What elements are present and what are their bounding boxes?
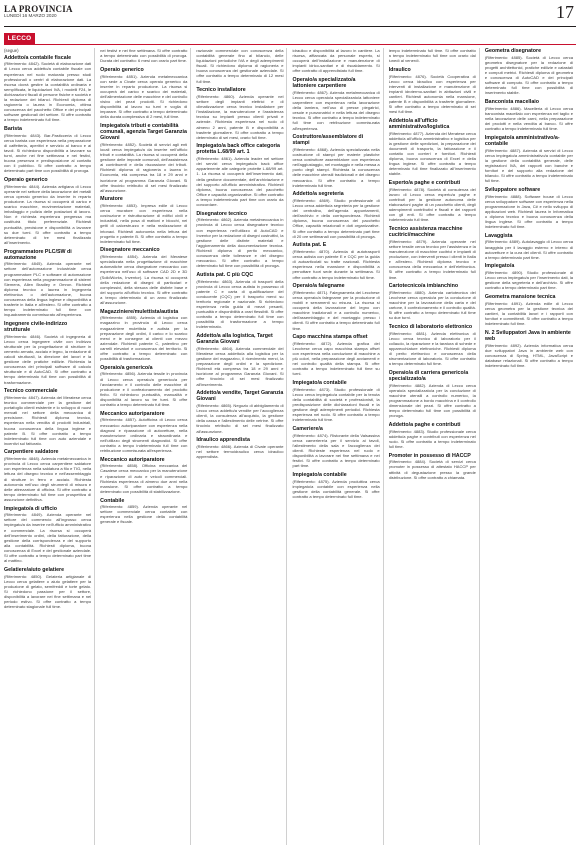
job-listing [292,283,379,330]
job-title: Promoter in possesso di HACCP [388,452,471,459]
job-description: nei festivi e nei fine settimana. Si offre contratto a tempo determinato con possibilità di proroga. Durata del contratto: 6 mesi con orario part time. [100,48,188,64]
job-title: Tecnico installatore [196,87,246,94]
job-description: (Riferimento: 4865). Negozio di abbigliamento di Lecco cerca addetto/a vendite per l'accoglienza clienti, la consulenza all'acquisto, la gestione della cassa e l'allestimento delle vetrine. Si offre tirocinio retribuito di sei mesi finalizzato all'assunzione. [196,403,284,434]
job-title: Lavaggista [484,232,513,239]
job-title: Contabile [100,497,125,504]
job-description: (Riferimento: 4867). Azienda metalmeccanica di Lecco cerca operaio/a specializzato/a lattoniere carpentiere con esperienza nella lavorazione della lamiera, nell'uso di presse piegatrici, cesoie e punzonatrici e nella lettura del disegno tecnico. Si offre contratto a tempo indeterminato full time con retribuzione commisurata all'esperienza. [292,89,380,131]
job-description: (Riferimento: 4862). Azienda metalmeccanica in provincia di Lecco cerca disegnatore tecnico con esperienza nell'utilizzo di AutoCAD e Inventor per la redazione di disegni costruttivi, la gestione delle distinte materiali e l'aggiornamento della documentazione tecnica. Richiesti diploma di perito meccanico, conoscenza delle tolleranze e del disegno meccanico. Si offre contratto a tempo determinato full time con possibilità di proroga. [196,217,284,269]
job-listing [100,411,187,453]
job-listing [389,118,476,177]
listing-column-4 [292,48,383,845]
job-title: Sviluppatore software [484,186,541,193]
job-description: (Riferimento: 4843). Bar-Pasticceria di Lecco cerca barista con esperienza nella preparazione di caffetteria, aperitivi e servizio al banco e ai tavoli. Si richiedono disponibilità a lavorare su turni, anche nei fine settimana e nei festivi, buona presenza e predisposizione al contatto con il pubblico. Si offre contratto a tempo determinato part time con possibilità di proroga. [4,132,92,174]
job-title: Meccanico autoriparatore [100,410,165,417]
job-title: Programmatore PLC/SW di automazione [4,248,72,261]
job-title: Autista pat. C più CQC [196,271,254,278]
job-title: Tecnico assistenza macchine cucitrici/macchine [388,226,463,239]
job-listing [100,498,187,525]
job-description: (Riferimento: 4847). Azienda del Meratese cerca tecnico commerciale per la gestione del portafoglio clienti esistente e lo sviluppo di nuovi mercati nel settore della meccanica di precisione. Richiesti diploma tecnico, esperienza nella vendita di prodotti industriali, buona conoscenza della lingua inglese e patente B. Si offre contratto a tempo indeterminato full time con auto aziendale e incentivi sul fatturato. [4,394,92,446]
job-title: Disegnatore tecnico [196,210,247,217]
page-number: 17 [556,2,574,22]
job-listing [4,249,91,318]
job-listing [389,370,476,418]
job-listing [389,48,476,63]
job-title: Barista [4,126,22,133]
job-description: (Riferimento: 4853). Impresa edile di Lecco cerca muratore con esperienza nella costruzione e ristrutturazione di edifici civili e industriali, nella posa di mattoni e blocchi, nei getti di calcestruzzo e nella realizzazione di intonaci. Richiesti autonomia nella lettura del progetto e patente B. Si offre contratto a tempo indeterminato full time. [100,203,188,244]
job-listing [485,135,573,183]
job-listing [485,330,573,368]
job-description: (Riferimento: 4891). Azienda edile di Lecco cerca geometra per la gestione tecnica dei cantieri, la contabilità lavori e i rapporti con fornitori e committenti. Si offre contratto a tempo indeterminato full time. [484,300,573,327]
section-label-lecco: LECCO [4,33,35,45]
job-description: (Riferimento: 4872). Azienda grafica del Lecchese cerca capo macchina stampa offset con esperienza nella conduzione di macchine a più colori, nella preparazione degli avviamenti e nel controllo qualità della stampa. Si offre contratto a tempo indeterminato full time su turni. [292,340,380,377]
job-description: tempo indeterminato full time. Si offre contratto a tempo indeterminato full time con orario dal lunedì al venerdì. [388,48,476,64]
section-rule [4,44,576,45]
job-title: Idraulico apprendista [196,437,250,444]
job-title: Operaio/a di carriera generico/a specializzato/a [388,369,469,383]
job-title: N. 2 Sviluppatori Java in ambiente web [484,329,571,342]
page-header [0,0,580,28]
job-title: Impiegato/a di ufficio [4,505,57,512]
job-title: Autista pat. E [292,242,327,249]
job-listing [100,247,187,305]
job-description: (Riferimento: 4892). Azienda informatica cerca due sviluppatori Java in ambiente web con conoscenza di Spring, HTML, JavaScript e database relazionali. Si offre contratto a tempo indeterminato full time. [484,342,573,368]
job-title: Costruttore/assemblatore di stampi [292,134,364,147]
job-description: (Riferimento: 4869). Studio professionale di Lecco cerca addetto/a segreteria per la gestione del centralino, dell'agenda appuntamenti, dell'archivio e della corrispondenza. Richiesti diploma, buona conoscenza del pacchetto Office, capacità relazionali e doti organizzative. Si offre contratto a tempo determinato part time di 20 ore settimanali con possibilità di proroga. [292,198,380,239]
job-title: Impiegato/a tributi e contabilità comunali, agenzia Target Garanzia Giovani [100,123,187,142]
job-listing [292,334,379,376]
job-listing [389,226,476,280]
job-title: Capo macchina stampa offset [292,334,368,341]
listing-column-2 [100,48,191,845]
job-title: Magazziniere/mulettista/autista [100,308,179,315]
job-listing [485,294,573,326]
job-title: Addetto/a vendite, Target Garanzia Giovani [196,390,284,403]
job-description: (Riferimento: 4885). Società di Lecco cerca geometra disegnatore per la redazione di progetti architettonici, pratiche edilizie e catastali e computi metrici. Richiesti diploma di geometra e conoscenza di AutoCAD e dei principali software di computo. Si offre contratto a tempo determinato full time con possibilità di inserimento stabile. [484,54,573,96]
job-description: (Riferimento: 4845). Azienda operante nel settore dell'automazione industriale cerca programmatore PLC e software di automazione con esperienza nella programmazione di sistemi Siemens, Allen Bradley e Omron. Richiesti diploma tecnico o laurea in Ingegneria elettronica o dell'automazione, buona conoscenza della lingua inglese e disponibilità a trasferte in Italia e all'estero. Si offre contratto a tempo indeterminato full time con inquadramento commisurato all'esperienza. [4,261,92,318]
job-title: Impiegato/a amministrativo/a-contabile [484,134,560,147]
job-listing [196,333,283,387]
job-description: (Riferimento: 4858). Officina meccanica del Casatese cerca meccanico per la manutenzione e riparazione di auto e veicoli commerciali. Richiesta esperienza di almeno due anni nella mansione. Si offre contratto a tempo determinato con possibilità di stabilizzazione. [100,463,188,494]
job-listing [292,426,379,468]
job-listing [4,567,91,609]
job-description: (Riferimento: 4844). Azienda artigiana di Lecco operante nel settore della lavorazione dei metalli cerca operaio generico da inserire in reparto produzione. La risorsa si occuperà di carico e scarico macchine, movimentazione materiali, imballaggio e pulizia delle postazioni di lavoro. Non è richiesta esperienza pregressa ma costituirà titolo preferenziale. Richiesti puntualità, precisione e disponibilità a lavorare su due turni. Si offre contratto a tempo determinato di tre mesi finalizzato all'inserimento. [4,183,92,245]
listing-column-5 [389,48,480,845]
job-description: (Riferimento: 4887). Azienda di servizi di Lecco cerca impiegato/a amministrativo/a contabile per la gestione della contabilità generale, delle registrazioni IVA, dei rapporti con banche e fornitori e del supporto alla redazione del bilancio. Si offre contratto a tempo indeterminato full time. [484,147,573,184]
job-description: (Riferimento: 4878). Società di consulenza del lavoro di Lecco cerca esperto/a paghe e contributi per la gestione autonoma delle elaborazioni paghe di un pacchetto clienti, degli adempimenti contributivi e fiscali e dei rapporti con gli enti. Si offre contratto a tempo indeterminato full time. [388,186,476,223]
job-title: Addetto/a contabile fiscale [4,54,72,61]
job-description: (Riferimento: 4881). Azienda elettronica di Lecco cerca tecnico di laboratorio per il collaudo, la riparazione e la taratura di schede e apparecchiature elettroniche. Richiesti diploma di perito elettronico e conoscenza della strumentazione di laboratorio. Si offre contratto a tempo determinato full time. [388,330,476,367]
listing-column-6 [485,48,576,845]
job-description: (Riferimento: 4861). Azienda leader nel settore dei servizi cerca impiegato/a back office appartenente alle categorie protette L.68/99 art. 1. La risorsa si occuperà dell'inserimento dati, della gestione documentale, dell'archiviazione e del supporto all'ufficio amministrativo. Richiesti diploma, buona conoscenza del pacchetto Office e capacità organizzative. Si offre contratto a tempo indeterminato part time con orario da concordare. [196,156,284,207]
job-title: Impiegato/a [484,263,515,270]
job-description: (Riferimento: 4888). Software house di Lecco cerca sviluppatore software con esperienza nella programmazione in Java, C# e nello sviluppo di applicazioni web. Richiesti laurea in Informatica o diploma tecnico e buona conoscenza della lingua inglese. Si offre contratto a tempo indeterminato full time. [484,193,573,230]
job-listing [485,263,573,290]
job-listing [4,126,91,173]
job-description: (Riferimento: 4875). Azienda produttiva cerca impiegato/a contabile con esperienza nella gestione della contabilità generale. Si offre contratto a tempo determinato full time. [292,478,380,499]
job-listing [196,48,283,84]
job-description: (Riferimento: 4868). Azienda specializzata nella costruzione di stampi per materie plastiche cerca costruttore assemblatore con esperienza nell'aggiustaggio, nel montaggio e nella messa a punto degli stampi. Richiesta la conoscenza delle macchine utensili tradizionali e del disegno meccanico. Si offre contratto a tempo indeterminato full time. [292,146,380,188]
job-title: Tecnico di laboratorio elettronico [388,324,473,331]
job-title: Addetto/a paghe e contributi [388,422,461,428]
job-description: (Riferimento: 4846). Società di ingegneria di Lecco cerca ingegnere civile con indirizzo strutturale per la progettazione di strutture in cemento armato, acciaio e legno, la redazione di calcoli strutturali, la direzione dei lavori e la gestione delle pratiche edilizie. Richiesta la conoscenza dei principali software di calcolo strutturale e di AutoCAD. Si offre contratto a tempo determinato full time con possibilità di trasformazione. [4,333,92,385]
job-title: Esperto/a paghe e contributi [388,180,461,187]
job-listing [292,48,379,73]
job-title: Operaio/a falegname [292,283,345,290]
job-listing [100,123,187,193]
job-title: Carpentiere saldatore [4,449,59,456]
job-title: Tecnico commerciale [4,388,58,395]
job-listing [196,437,283,459]
job-listing [100,67,187,120]
job-listing [196,87,283,140]
job-description: (Riferimento: 4855). Azienda di logistica con magazzino in provincia di Lecco cerca magazziniere mulettista e autista per la preparazione degli ordini, il carico e lo scarico merci e le consegne ai clienti con mezzo aziendale. Richiesti patente C, patentino per carrelli elevatori e conoscenza del territorio. Si offre contratto a tempo determinato con possibilità di trasformazione. [100,315,188,362]
job-listing [100,457,187,494]
job-listing [196,211,283,269]
job-description: (Riferimento: 4883). Studio professionale cerca addetto/a paghe e contributi con esperienza nel ruolo. Si offre contratto a tempo indeterminato full time. [388,428,476,449]
job-title: Cameriere/a [292,426,323,433]
job-title: Meccanico autoriparatore [100,456,165,463]
job-listing [292,134,379,188]
job-listing [292,191,379,238]
job-description: (Riferimento: 4850). Gelateria artigianale di Lecco cerca gelatiere o aiuto gelatiere per la produzione di gelato, semifreddi e torte gelato. Si richiedono passione per il settore, disponibilità a lavorare nei fine settimana e nel periodo estivo. Si offre contratto a tempo determinato stagionale full time. [4,573,92,610]
job-title: Impiegato/a contabile [292,472,347,479]
job-description: razionale commerciale con conoscenza della contabilità generale fino al bilancio, delle liquidazioni periodiche IVA e degli adempimenti fiscali. Si richiedono diploma di ragioneria e buona conoscenza del gestionale aziendale. Si offre contratto a tempo determinato di 12 mesi full time. [196,48,284,84]
job-listings-columns [4,48,576,845]
job-listing [389,422,476,449]
job-description: (Riferimento: 4863). Azienda di trasporti della provincia di Lecco cerca autista in possesso di patente C e carta di qualificazione del conducente (CQC) per il trasporto merci su territorio regionale e nazionale. Si richiedono esperienza nella guida di mezzi pesanti, puntualità e disponibilità a orari flessibili. Si offre contratto a tempo determinato full time con possibilità di trasformazione a tempo indeterminato. [196,278,284,330]
job-description: (Riferimento: 4876). Società Cooperativa di Lecco cerca idraulico con esperienza per interventi di installazione e manutenzione di impianti idrotermo-sanitari in abitazioni civili e cantieri. Richiesti autonomia nella mansione, patente B e disponibilità a trasferte giornaliere. Si offre contratto a tempo determinato di sei mesi full time. [388,73,476,115]
job-listing [4,321,91,385]
job-listing [100,309,187,362]
job-description: (Riferimento: 4849). Azienda operante nel settore del commercio all'ingrosso cerca impiegato/a da inserire nell'ufficio amministrativo e commerciale. La risorsa si occuperà dell'inserimento ordini, della fatturazione, della gestione della corrispondenza e del supporto alla contabilità. Richiesti diploma, buona conoscenza di Excel e del gestionale aziendale. Si offre contratto a tempo determinato part time al mattino. [4,512,92,564]
job-description: (Riferimento: 4852). Società di servizi agli enti locali cerca impiegato/a da inserire nell'ufficio tributi e contabilità. La risorsa si occuperà della gestione delle imposte comunali, dell'assistenza ai contribuenti e della riscossione dei tributi. Richiesti diploma di ragioneria o laurea in Economia, età compresa tra 18 e 29 anni e iscrizione al programma Garanzia Giovani. Si offre tirocinio retribuito di sei mesi finalizzato all'assunzione. [100,141,188,193]
job-title: Operaio generico [100,66,144,73]
job-title: Cartotecnico/a imbianchino [388,283,459,290]
job-description: idraulico e disponibilità al lavoro in cantiere. La risorsa, affiancata da personale esperto, si occuperà dell'installazione e manutenzione di impianti idrico-sanitari e di riscaldamento. Si offre contratto di apprendistato full time. [292,48,380,74]
job-description: (Riferimento: 4856). Azienda tessile in provincia di Lecco cerca operaio/a generico/a per l'avviamento e il controllo delle macchine di produzione e il confezionamento del prodotto finito. Si richiedono puntualità, manualità e disponibilità al lavoro su tre turni. Si offre contratto a tempo determinato full time. [100,371,188,408]
job-title: Disegnatore meccanico [100,247,160,254]
job-listing [100,48,187,63]
job-listing [485,187,573,229]
listing-column-3 [196,48,287,845]
job-description: (Riferimento: 4864). Azienda commerciale del Meratese cerca addetto/a alla logistica per la gestione del magazzino, il ricevimento merci, la preparazione degli ordini e la spedizione. Richiesti età compresa tra 18 e 29 anni e iscrizione al programma Garanzia Giovani. Si offre tirocinio di sei mesi finalizzato all'inserimento. [196,345,284,387]
job-listing [485,99,573,131]
job-description: (Riferimento: 4851). Azienda metalmeccanica con sede a Civate cerca operaio generico da inserire in reparto produzione. La risorsa si occuperà del carico e scarico dei materiali, dell'alimentazione delle macchine e del controllo visivo dei pezzi prodotti. Si richiedono disponibilità al lavoro su turni e voglia di imparare. Si offre contratto a tempo determinato della durata complessiva di 2 mesi, full time. [100,73,188,120]
job-listing [292,242,379,279]
job-title: Banconista macellaio [484,99,539,106]
job-listing [4,388,91,446]
job-description: (Riferimento: 4860). Azienda operante nel settore degli impianti elettrici e di climatizzazione cerca tecnico installatore per l'installazione, la manutenzione e l'assistenza tecnica su impianti presso clienti privati e aziende. Richiesta esperienza nel ruolo di almeno 2 anni, patente B e disponibilità a trasferte giornaliere. Si offre contratto a tempo determinato di sei mesi, orario full time. [196,93,284,140]
job-listing [389,67,476,114]
job-description: (Riferimento: 4842). Società di elaborazione dati di Lecco cerca addetto/a contabile fiscale con esperienza nel ruolo maturata presso studi professionali o centri di elaborazione dati. La risorsa dovrà gestire la contabilità ordinaria e semplificata, le liquidazioni IVA, i modelli F24, le dichiarazioni fiscali di persone fisiche e società e la redazione dei bilanci. Richiesti diploma di ragioneria o laurea in Economia, ottima conoscenza del pacchetto Office e dei principali software gestionali del settore. Si offre contratto a tempo indeterminato full time. [4,61,92,123]
job-title: Addetto/a alla logistica, Target Garanzia Giovani [196,333,273,346]
newspaper-masthead: LA PROVINCIA [4,4,73,14]
job-listing [100,196,187,243]
job-description: (Riferimento: 4877). Azienda del Meratese cerca addetto/a all'ufficio amministrativo e logistica per la gestione delle spedizioni, la preparazione dei documenti di trasporto, la fatturazione e il contatto con corrieri e fornitori. Richiesti diploma, buona conoscenza di Excel e della lingua inglese. Si offre contratto a tempo determinato full time finalizzato all'inserimento stabile. [388,130,476,177]
job-listing [292,472,379,499]
job-description: (Riferimento: 4870). Azienda di autotrasporti cerca autista con patente E e CQC per la guida di autoarticolati su tratte nazionali. Richiesta esperienza nella mansione e disponibilità a pernottare fuori sede durante la settimana. Si offre contratto a tempo indeterminato full time. [292,249,380,280]
job-listing [196,390,283,433]
job-listing [196,143,283,207]
job-title: Idraulico [388,66,411,73]
job-listing [485,233,573,260]
job-description: (Riferimento: 4857). Autofficina di Lecco cerca meccanico autoriparatore con esperienza nella diagnosi e riparazione di autovetture, nella manutenzione ordinaria e straordinaria e nell'utilizzo degli strumenti diagnostici. Si offre contratto a tempo indeterminato full time con retribuzione commisurata all'esperienza. [100,417,188,453]
job-description: (Riferimento: 4848). Azienda metalmeccanica in provincia di Lecco cerca carpentiere saldatore con esperienza nella saldatura a filo e TIG, nella lettura del disegno tecnico e nell'assemblaggio di strutture in ferro e acciaio. Richiesta autonomia nell'uso degli strumenti di misura e delle attrezzature di officina. Si offre contratto a tempo determinato full time con prospettiva di assunzione definitiva. [4,456,92,502]
job-title: Addetto/a all'ufficio amministrativo/logistica [388,117,450,130]
job-title: Muratore [100,196,123,203]
job-title: Geometra mansione tecnica [484,294,556,301]
job-description: (Riferimento: 4854). Azienda del Meratese specializzata nella progettazione di macchine automatiche cerca disegnatore meccanico con esperienza nell'uso di software CAD 2D e 3D (SolidWorks, Inventor). La risorsa si occuperà della redazione di disegni di particolari e complessivi, della stesura delle distinte base e del supporto all'ufficio tecnico. Si offre contratto a tempo determinato di un anno finalizzato all'assunzione. [100,254,188,305]
job-description: (Riferimento: 4884). Società di servizi cerca promoter in possesso di attestato HACCP per attività di degustazione presso la grande distribuzione. Si offre contratto a chiamata. [388,459,476,480]
job-title: Operaio/a specializzato/a lattoniere carpentiere [292,77,356,90]
job-listing [100,365,187,407]
job-listing [389,283,476,320]
header-rule [4,26,576,27]
job-title: Gelatiere/aiuto gelatiere [4,566,65,573]
continuation-label: (segue) [4,48,19,53]
job-listing [292,380,379,422]
job-description: (Riferimento: 4882). Azienda di Lecco cerca operaio/a specializzato/a per la conduzione di macchine utensili a controllo numerico, la programmazione a bordo macchina e il controllo dimensionale dei pezzi. Si offre contratto a tempo determinato full time con possibilità di proroga. [388,382,476,419]
job-description: (Riferimento: 4874). Ristorante della Valsassina cerca cameriere/a per il servizio ai tavoli, l'allestimento della sala e l'accoglienza dei clienti. Richieste esperienza nel ruolo e disponibilità a lavorare nei fine settimana e nei festivi. Si offre contratto a tempo determinato part time. [292,432,380,469]
job-listing [485,48,573,95]
job-title: Operaio generico [4,177,48,184]
job-title: Addetto/a segreteria [292,191,344,198]
job-title: Ingegnere civile-indirizzo strutturale [4,320,68,334]
issue-date: LUNEDÌ 16 MARZO 2020 [4,13,57,18]
job-listing [4,506,91,564]
job-description: (Riferimento: 4890). Studio professionale di Lecco cerca impiegato/a per l'inserimento dati, la gestione della segreteria e dell'archivio. Si offre contratto a tempo determinato part time. [484,270,573,291]
job-listing [196,272,283,330]
job-description: (Riferimento: 4873). Studio professionale di Lecco cerca impiegato/a contabile per la tenuta della contabilità di società e professionisti, la predisposizione delle dichiarazioni fiscali e la gestione degli adempimenti periodici. Richiesta esperienza nel ruolo. Si offre contratto a tempo indeterminato full time. [292,386,380,423]
job-listing [292,77,379,131]
job-listing [4,449,91,502]
job-title: Operaio/a generico/a [100,364,153,371]
job-description: (Riferimento: 4871). Falegnameria del Lecchese cerca operaio/a falegname per la produzione di mobili e serramenti su misura. La risorsa si occuperà della lavorazione del legno con macchine tradizionali e a controllo numerico, dell'assemblaggio e del montaggio presso i clienti. Si offre contratto a tempo determinato full time. [292,289,380,331]
job-title: Impiegato/a contabile [292,380,347,387]
listing-column-1 [4,48,95,845]
job-title: Impiegato/a back office categoria protetta L.68/99 art. 1 [196,143,280,156]
job-description: (Riferimento: 4859). Azienda operante nel settore commerciale cerca contabile con esperienza nella gestione della contabilità generale e fiscale. [100,504,188,525]
job-description: (Riferimento: 4886). Macelleria di Lecco cerca banconista macellaio con esperienza nel taglio e nella lavorazione delle carni, nella preparazione dei prodotti e nella vendita al banco. Si offre contratto a tempo indeterminato full time. [484,105,573,132]
job-listing [389,453,476,480]
job-description: (Riferimento: 4889). Autolavaggio di Lecco cerca lavaggista per il lavaggio esterno e interno di autovetture e la cura dei clienti. Si offre contratto a tempo determinato part time. [484,239,573,260]
job-listing [4,55,91,123]
job-description: (Riferimento: 4879). Azienda operante nel settore tessile cerca tecnico per l'assistenza e la manutenzione di macchine cucitrici e impianti di produzione, con interventi presso i clienti in Italia e all'estero. Richiesti diploma tecnico e conoscenza della meccanica e dell'elettronica. Si offre contratto a tempo indeterminato full time. [388,238,476,280]
job-listing [389,324,476,366]
job-title: Geometra disegnatore [484,48,542,54]
job-listing [4,177,91,245]
job-description: (Riferimento: 4866). Azienda di Civate operante nel settore termoidraulico cerca idraulico apprendista. [196,443,284,460]
job-listing [389,180,476,222]
job-description: (Riferimento: 4880). Azienda cartotecnica del Lecchese cerca operaio/a per la conduzione di macchine per la lavorazione della carta e del cartone, il confezionamento e il controllo qualità. Si offre contratto a tempo determinato full time su due turni. [388,289,476,321]
